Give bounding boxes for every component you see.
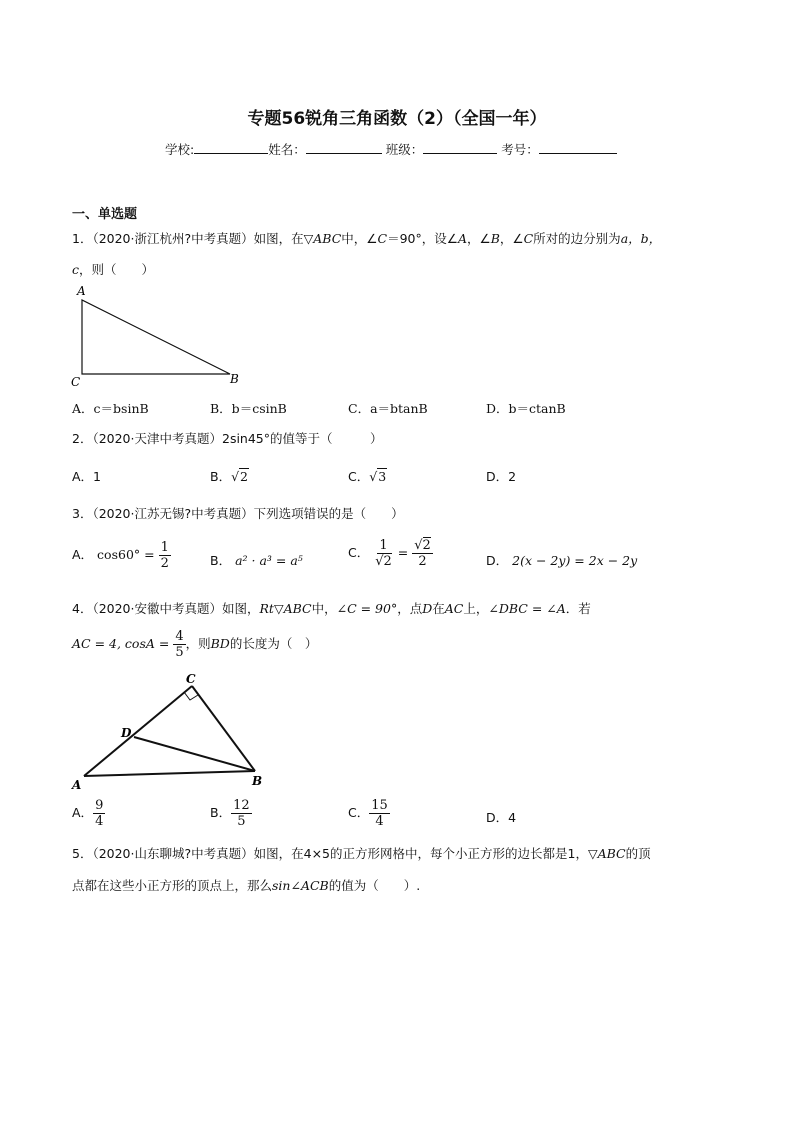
triangle-symbol: ▽: [587, 846, 598, 861]
question-4-line-1: 4．（2020·安徽中考真题）如图，Rt▽ABC中，∠C = 90°，点D在AC上，∠DBC = ∠A．若: [72, 601, 591, 616]
q1-option-d[interactable]: D．b＝ctanB: [486, 401, 566, 416]
q3-option-a[interactable]: A． cos60° = $\frac{1}{2}$: [72, 540, 169, 571]
exam-no-label: 考号：: [501, 142, 539, 157]
exam-no-blank[interactable]: [539, 141, 617, 154]
class-blank[interactable]: [423, 141, 497, 154]
segment-ac: [84, 686, 192, 776]
vertex-c-label: C: [186, 672, 196, 686]
question-3: 3．（2020·江苏无锡?中考真题）下列选项错误的是（ ）: [72, 506, 404, 521]
segment-ab: [84, 771, 255, 776]
fraction: $\frac{√2}{2}$: [414, 538, 431, 569]
vertex-b-label: B: [230, 372, 239, 386]
sqrt-expression: √2: [231, 469, 248, 484]
question-1-figure: [68, 282, 248, 390]
student-info-line: [165, 140, 617, 158]
q4-option-c[interactable]: C． $\frac{15}{4}$: [348, 798, 388, 829]
q2-option-b[interactable]: B．√2: [210, 469, 248, 484]
triangle-abc: [82, 300, 230, 374]
q3-option-b[interactable]: B． a² · a³ = a⁵: [210, 553, 303, 568]
q1-option-a[interactable]: A．c＝bsinB: [72, 401, 149, 416]
segment-cb: [192, 686, 255, 771]
fraction: $\frac{4}{5}$: [175, 629, 184, 660]
q1-option-c[interactable]: C．a＝btanB: [348, 401, 428, 416]
school-blank[interactable]: [194, 141, 268, 154]
vertex-a-label: A: [77, 284, 86, 298]
q2-option-a[interactable]: A．1: [72, 469, 102, 484]
q4-option-d[interactable]: D．4: [486, 810, 517, 825]
question-5-line-2: 点都在这些小正方形的顶点上，那么sin∠ACB的值为（ ）.: [72, 878, 421, 893]
vertex-c-label: C: [71, 375, 81, 389]
vertex-a-label: A: [72, 778, 82, 792]
name-label: 姓名：: [268, 142, 306, 157]
question-2: 2．（2020·天津中考真题）2sin45°的值等于（ ）: [72, 431, 383, 446]
sqrt-expression: √3: [369, 469, 387, 484]
q4-option-b[interactable]: B． $\frac{12}{5}$: [210, 798, 250, 829]
vertex-d-label: D: [121, 726, 132, 740]
triangle-symbol: ▽: [303, 231, 314, 246]
fraction: $\frac{1}{√2}$: [375, 538, 392, 569]
fraction: $\frac{1}{2}$: [160, 540, 169, 571]
question-4-line-2: AC = 4, cosA = $\frac{4}{5}$ ，则BD的长度为（ ）: [72, 629, 318, 660]
segment-db: [134, 737, 255, 771]
section-title: 一、单选题: [72, 207, 138, 222]
page-title: 专题56锐角三角函数（2）（全国一年）: [247, 109, 547, 129]
q2-option-d[interactable]: D．2: [486, 469, 517, 484]
question-1-line-1: 1．（2020·浙江杭州?中考真题）如图，在▽ABC中，∠C＝90°，设∠A，∠B，∠C所对的边分别为a，b，: [72, 231, 662, 246]
triangle-symbol: ▽: [273, 601, 284, 616]
question-4-figure: [68, 670, 278, 795]
class-label: 班级：: [385, 142, 424, 157]
vertex-b-label: B: [252, 774, 263, 788]
question-5-line-1: 5．（2020·山东聊城?中考真题）如图，在4×5的正方形网格中，每个小正方形的边长都是1，▽ABC的顶: [72, 846, 651, 861]
q2-option-c[interactable]: C．√3: [348, 469, 387, 484]
q3-option-d[interactable]: D． 2(x − 2y) = 2x − 2y: [486, 553, 638, 568]
q1-option-b[interactable]: B．b＝csinB: [210, 401, 287, 416]
fraction: $\frac{12}{5}$: [233, 798, 250, 829]
q3-option-c[interactable]: C． $\frac{1}{√2}$ = $\frac{√2}{2}$: [348, 538, 431, 569]
fraction: $\frac{15}{4}$: [371, 798, 388, 829]
q4-option-a[interactable]: A． $\frac{9}{4}$: [72, 798, 104, 829]
name-blank[interactable]: [306, 141, 382, 154]
school-label: 学校:: [165, 142, 195, 157]
fraction: $\frac{9}{4}$: [95, 798, 104, 829]
question-1-line-2: c，则（ ）: [72, 262, 155, 277]
right-angle-mark: [184, 692, 198, 700]
